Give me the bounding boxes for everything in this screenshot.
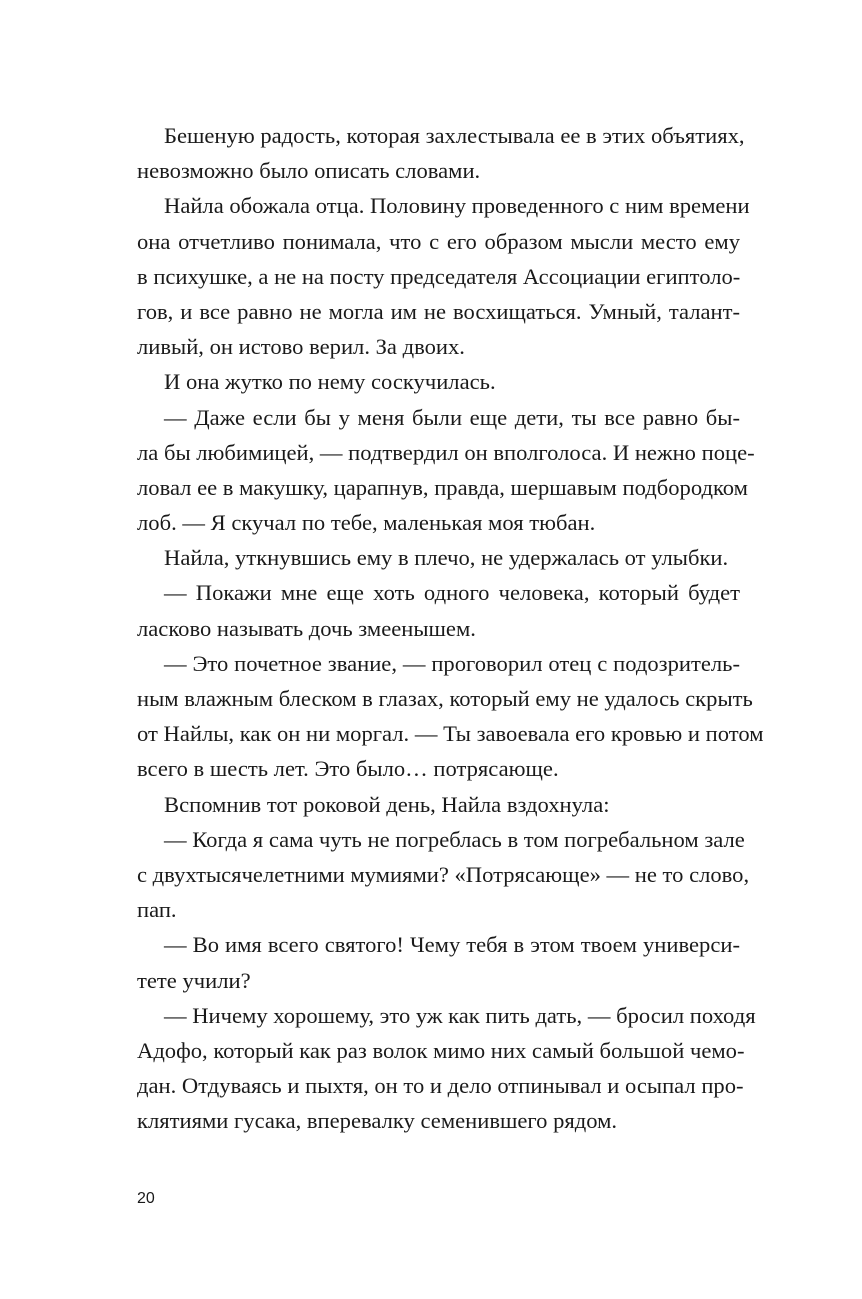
- text-line: в психушке, а не на посту председателя Ассоциации египтоло-: [137, 263, 741, 289]
- text-line: гов, и все равно не могла им не восхищаться. Умный, талант-: [137, 298, 740, 324]
- text-line: пап.: [137, 897, 177, 923]
- body-text: [137, 118, 764, 1138]
- text-line: Вспомнив тот роковой день, Найла вздохнула:: [164, 791, 610, 817]
- text-line: — Когда я сама чуть не погреблась в том погребальном зале: [164, 826, 745, 852]
- text-line: невозможно было описать словами.: [137, 158, 481, 184]
- text-line: ливый, он истово верил. За двоих.: [137, 334, 465, 360]
- text-line: Адофо, который как раз волок мимо них самый большой чемо-: [137, 1037, 745, 1063]
- page-number: 20: [137, 1190, 155, 1207]
- text-line: она отчетливо понимала, что с его образом мысли место ему: [137, 228, 740, 254]
- text-line: ла бы любимицей, — подтвердил он вполголоса. И нежно поце-: [137, 439, 755, 465]
- text-line: — Даже если бы у меня были еще дети, ты все равно бы-: [164, 404, 740, 430]
- text-line: тете учили?: [137, 967, 251, 993]
- text-line: — Во имя всего святого! Чему тебя в этом твоем универси-: [164, 932, 740, 958]
- text-line: Найла обожала отца. Половину проведенного с ним времени: [164, 193, 750, 219]
- text-line: дан. Отдуваясь и пыхтя, он то и дело отпинывал и осыпал про-: [137, 1073, 744, 1099]
- text-line: ным влажным блеском в глазах, который ему не удалось скрыть: [137, 686, 753, 711]
- text-line: — Покажи мне еще хоть одного человека, который будет: [164, 580, 740, 606]
- text-line: ласково называть дочь змеенышем.: [137, 615, 476, 641]
- text-line: лоб. — Я скучал по тебе, маленькая моя тюбан.: [137, 510, 596, 536]
- text-line: Бешеную радость, которая захлестывала ее в этих объятиях,: [164, 123, 745, 148]
- text-line: — Это почетное звание, — проговорил отец с подозритель-: [164, 650, 740, 676]
- text-line: от Найлы, как он ни моргал. — Ты завоевала его кровью и потом: [137, 721, 764, 747]
- text-line: Найла, уткнувшись ему в плечо, не удержалась от улыбки.: [164, 545, 729, 571]
- text-line: И она жутко по нему соскучилась.: [164, 369, 496, 395]
- text-line: с двухтысячелетними мумиями? «Потрясающе» — не то слово,: [137, 861, 750, 887]
- text-line: всего в шесть лет. Это было… потрясающе.: [137, 756, 559, 782]
- text-line: — Ничему хорошему, это уж как пить дать, — бросил походя: [164, 1002, 756, 1028]
- text-line: клятиями гусака, вперевалку семенившего рядом.: [137, 1108, 618, 1134]
- text-line: ловал ее в макушку, царапнув, правда, шершавым подбородком: [137, 474, 748, 500]
